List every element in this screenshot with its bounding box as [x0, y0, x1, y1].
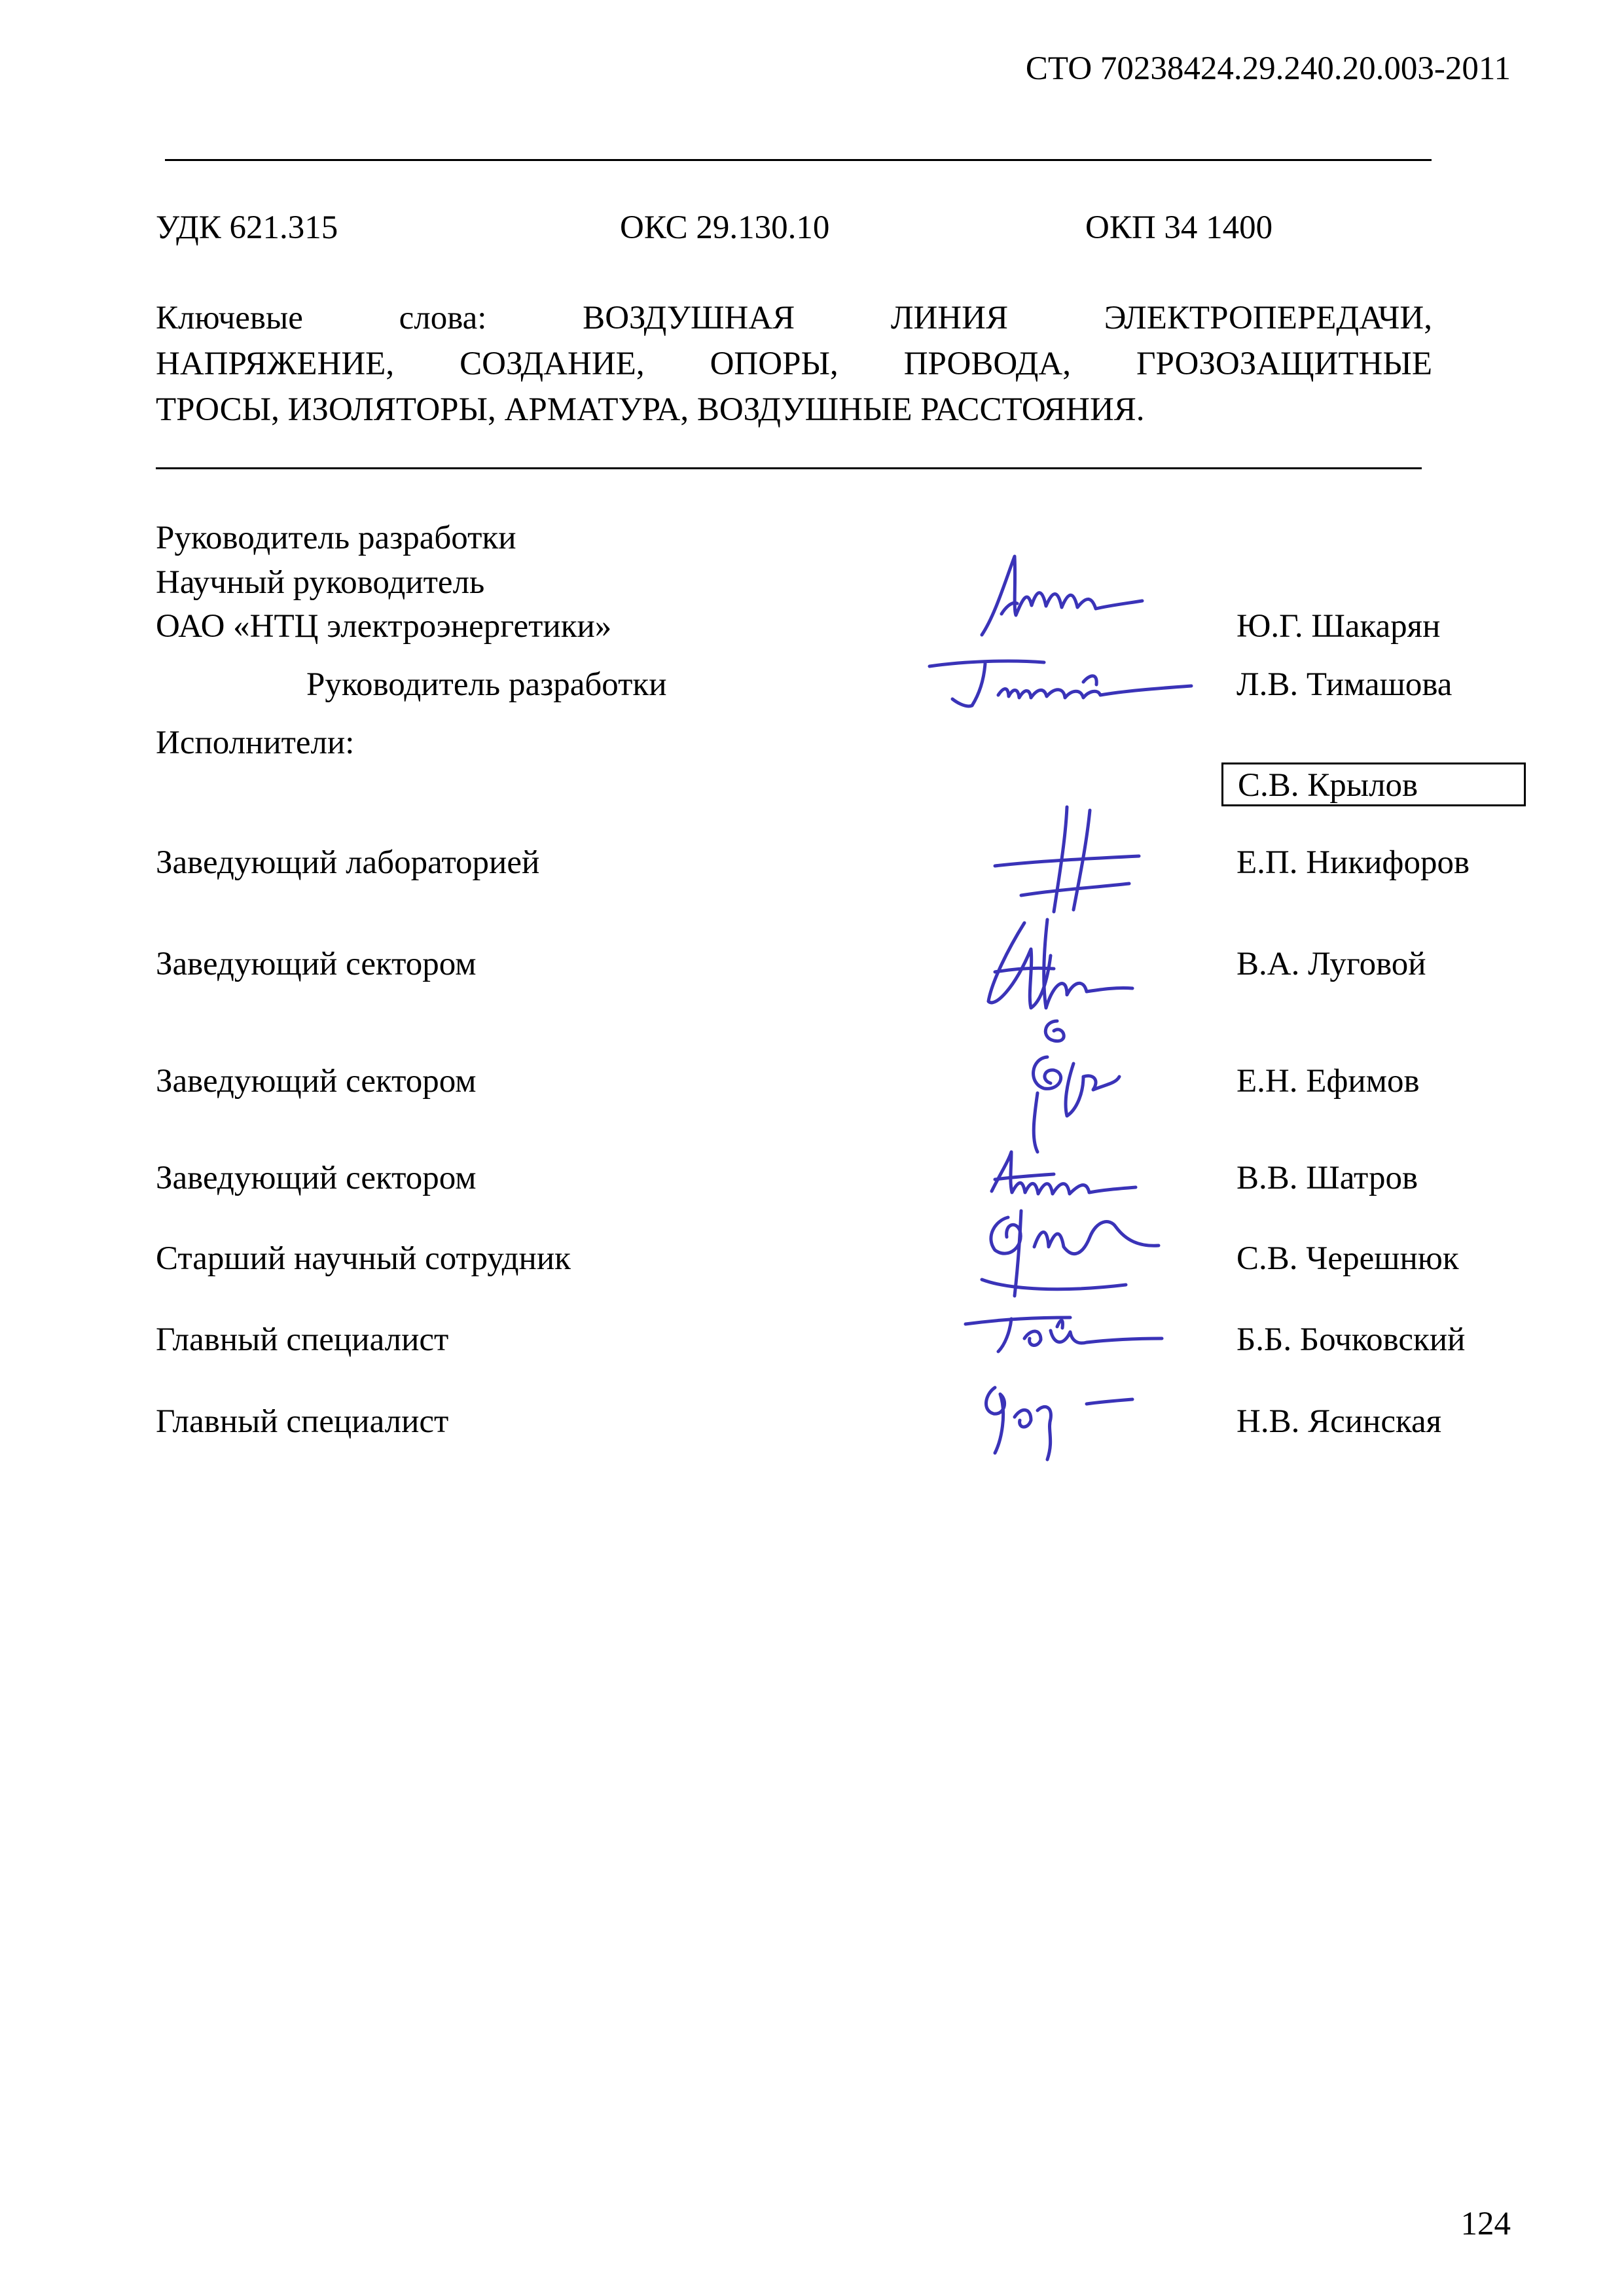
udk-code: УДК 621.315: [156, 209, 338, 246]
executor-role: Заведующий сектором: [156, 1160, 477, 1196]
executor-name: Е.Н. Ефимов: [1236, 1063, 1420, 1100]
keywords-line: ТРОСЫ, ИЗОЛЯТОРЫ, АРМАТУРА, ВОЗДУШНЫЕ РАССТОЯНИЯ.: [156, 391, 1145, 428]
signature-timashova: [926, 655, 1195, 713]
signature-yasinskaya: [969, 1374, 1139, 1466]
signature-shakaryan: [975, 543, 1146, 641]
executor-role: Главный специалист: [156, 1403, 449, 1440]
role-label: Руководитель разработки: [156, 520, 516, 556]
signatory-name: Л.В. Тимашова: [1236, 666, 1453, 703]
executor-role: Главный специалист: [156, 1321, 449, 1358]
boxed-name: [1221, 762, 1526, 806]
executor-name: В.А. Луговой: [1236, 946, 1426, 982]
signature-shatrov: [982, 1145, 1139, 1204]
keywords-line: Ключевые слова: ВОЗДУШНАЯ ЛИНИЯ ЭЛЕКТРОПЕРЕДАЧИ,: [156, 300, 1432, 336]
executor-name: В.В. Шатров: [1236, 1160, 1418, 1196]
executor-name: Н.В. Ясинская: [1236, 1403, 1442, 1440]
header-rule: [165, 159, 1432, 161]
executor-name: Б.Б. Бочковский: [1236, 1321, 1466, 1358]
signatory-name: Ю.Г. Шакарян: [1236, 608, 1441, 645]
keywords-block: [156, 295, 1432, 433]
role-label: Научный руководитель: [156, 564, 485, 601]
signatory-name: С.В. Крылов: [1238, 767, 1418, 804]
oks-code: ОКС 29.130.10: [620, 209, 830, 246]
executors-heading: Исполнители:: [156, 725, 355, 761]
document-code: СТО 70238424.29.240.20.003-2011: [1025, 50, 1511, 87]
executor-role: Заведующий лабораторией: [156, 844, 540, 881]
signature-chereshnyuk: [969, 1201, 1165, 1306]
signature-nikiforov: [982, 804, 1146, 915]
keywords-line: НАПРЯЖЕНИЕ, СОЗДАНИЕ, ОПОРЫ, ПРОВОДА, ГРОЗОЗАЩИТНЫЕ: [156, 346, 1432, 382]
signature-lugovoy: [969, 910, 1139, 1021]
keywords-rule: [156, 467, 1422, 469]
executor-name: Е.П. Никифоров: [1236, 844, 1470, 881]
executor-role: Старший научный сотрудник: [156, 1240, 571, 1277]
organization-label: ОАО «НТЦ электроэнергетики»: [156, 608, 612, 645]
role-label: Руководитель разработки: [306, 666, 667, 703]
okp-code: ОКП 34 1400: [1085, 209, 1273, 246]
signature-efimov: [1001, 1011, 1126, 1162]
executor-role: Заведующий сектором: [156, 1063, 477, 1100]
page-number: 124: [1460, 2206, 1511, 2242]
signature-bochkovsky: [959, 1299, 1168, 1358]
executor-role: Заведующий сектором: [156, 946, 477, 982]
executor-name: С.В. Черешнюк: [1236, 1240, 1459, 1277]
